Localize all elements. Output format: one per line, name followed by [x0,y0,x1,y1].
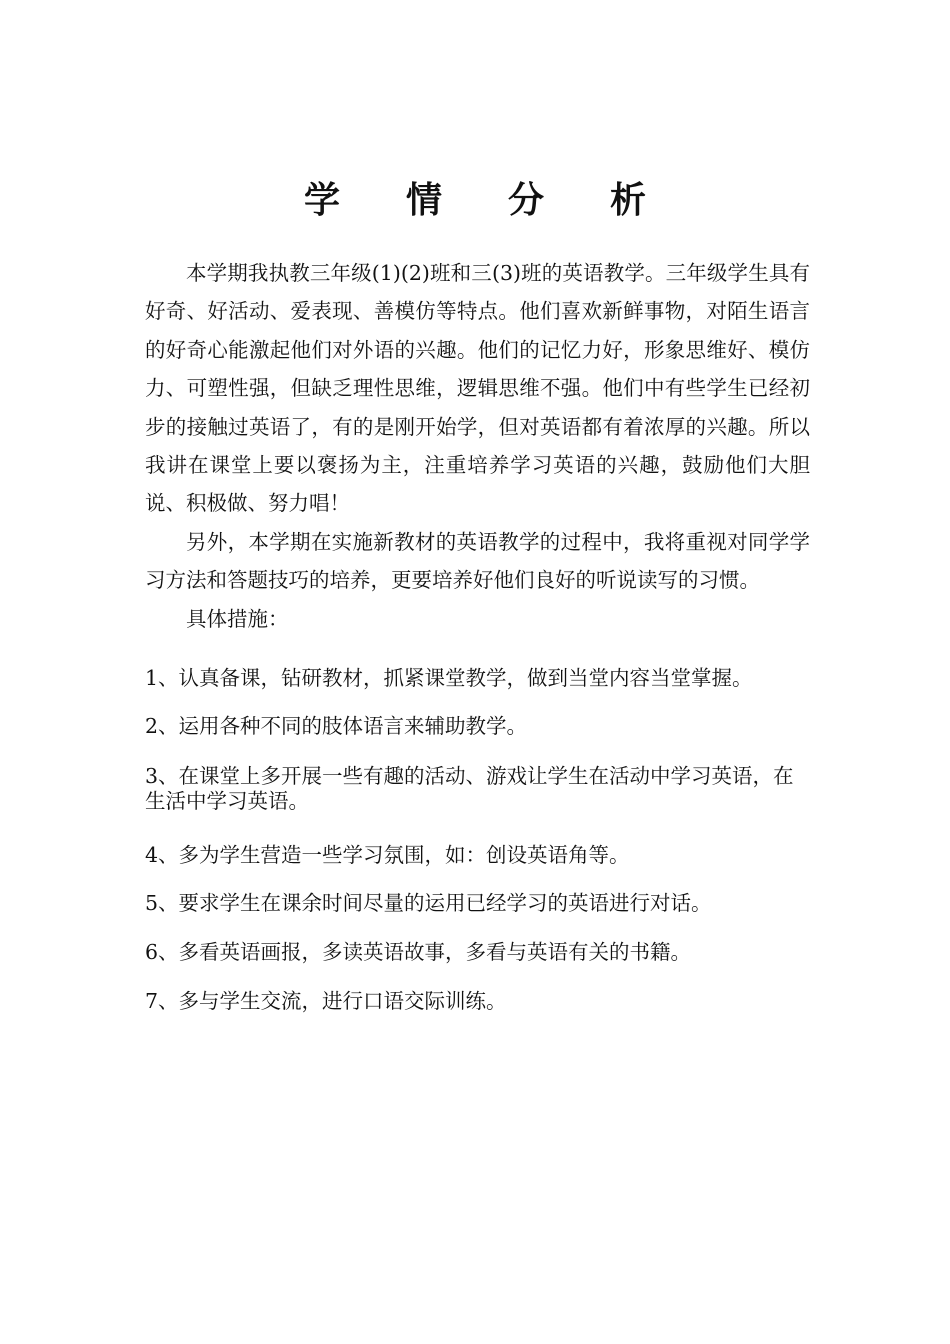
measure-item: 3、在课堂上多开展一些有趣的活动、游戏让学生在活动中学习英语，在生活中学习英语。 [145,764,794,813]
title-char-1: 学 [304,180,341,221]
measure-item: 1、认真备课，钻研教材，抓紧课堂教学，做到当堂内容当堂掌握。 [145,666,753,690]
measure-item: 7、多与学生交流，进行口语交际训练。 [145,989,507,1013]
title-char-4: 析 [610,180,647,221]
measure-item: 4、多为学生营造一些学习氛围，如：创设英语角等。 [145,843,630,867]
measures-heading: 具体措施： [186,606,289,631]
measure-item: 5、要求学生在课余时间尽量的运用已经学习的英语进行对话。 [145,891,712,915]
second-paragraph: 另外，本学期在实施新教材的英语教学的过程中，我将重视对同学学习方法和答题技巧的培养，更要培养好他们良好的听说读写的习惯。 [145,529,810,593]
title-char-2: 情 [406,180,443,221]
page-title [0,176,950,226]
document-body [145,254,810,1013]
intro-paragraph: 本学期我执教三年级(1)(2)班和三(3)班的英语教学。三年级学生具有好奇、好活动、爱表现、善模仿等特点。他们喜欢新鲜事物，对陌生语言的好奇心能激起他们对外语的兴趣。他们的记忆力好，形象思维好、模仿力、可塑性强，但缺乏理性思维，逻辑思维不强。他们中有些学生已经初步的接触过英语了，有的是刚开始学，但对英语都有着浓厚的兴趣。所以我讲在课堂上要以褒扬为主，注重培养学习英语的兴趣，鼓励他们大胆说、积极做、努力唱！ [145,261,810,516]
measure-item: 6、多看英语画报，多读英语故事，多看与英语有关的书籍。 [145,940,692,964]
measure-item: 2、运用各种不同的肢体语言来辅助教学。 [145,714,528,738]
title-char-3: 分 [508,180,545,221]
